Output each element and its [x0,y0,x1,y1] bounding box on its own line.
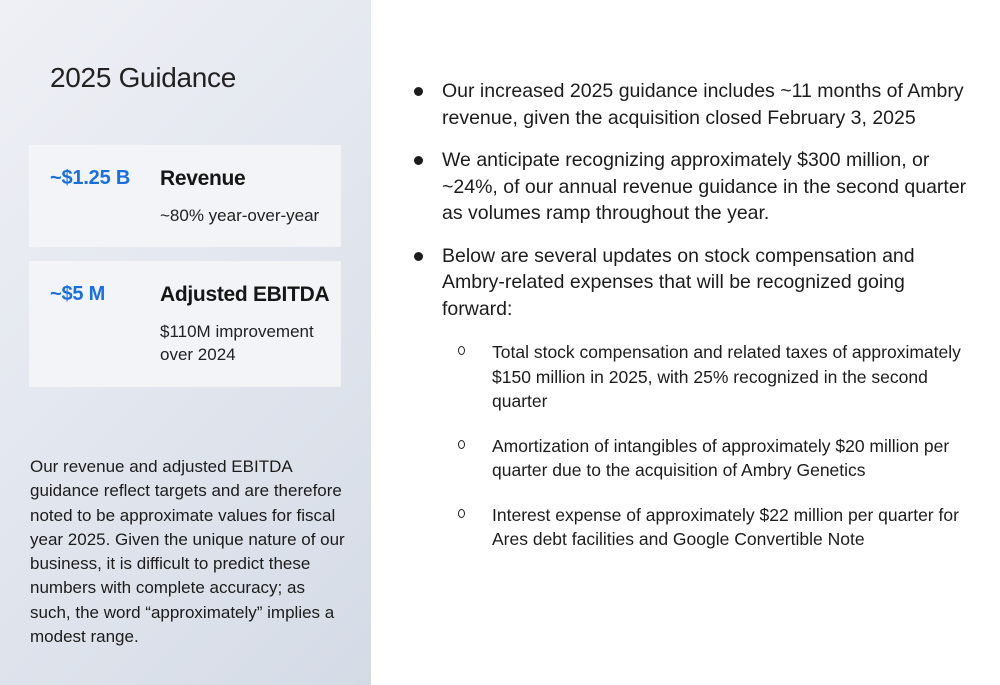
bullet-text: Our increased 2025 guidance includes ~11 months of Ambry revenue, given the acquisition closed February 3, 2025 [442,80,964,129]
ebitda-value: ~$5 M [50,283,106,305]
guidance-bullet-list [412,78,972,572]
revenue-label: Revenue [160,167,246,190]
revenue-description: ~80% year-over-year [160,206,320,225]
ebitda-description: $110M improvement over 2024 [160,322,314,364]
guidance-footnote: Our revenue and adjusted EBITDA guidance reflect targets and are therefore noted to be approximate values for fiscal year 2025. Given the unique nature of our business, it is difficult to predict these numbers with complete accuracy; as such, the word “approximately” implies a modest range. [30,457,345,647]
sub-bullet-text: Amortization of intangibles of approximately $20 million per quarter due to the acquisition of Ambry Genetics [492,435,950,480]
bullet-item [412,78,972,131]
bullet-item [412,147,972,227]
bullet-dot-icon [414,156,423,165]
sub-bullet-text: Interest expense of approximately $22 million per quarter for Ares debt facilities and Google Convertible Note [492,504,959,549]
bullet-text: Below are several updates on stock compensation and Ambry-related expenses that will be recognized going forward: [442,244,915,320]
sub-bullet-item [442,340,962,414]
bullet-text: We anticipate recognizing approximately $300 million, or ~24%, of our annual revenue guidance in the second quarter as volumes ramp throughout the year. [442,149,967,224]
circle-bullet-icon [458,509,465,518]
sub-bullet-list [442,340,972,552]
sub-bullet-text: Total stock compensation and related taxes of approximately $150 million in 2025, with 25% recognized in the second quarter [492,342,961,411]
bullet-dot-icon [414,87,423,96]
revenue-card [30,146,340,246]
circle-bullet-icon [458,346,465,355]
sub-bullet-item [442,434,962,483]
circle-bullet-icon [458,440,465,449]
page-title: 2025 Guidance [50,62,237,93]
guidance-panel [0,0,371,685]
bullet-item [412,243,972,552]
ebitda-card [30,262,340,386]
revenue-value: ~$1.25 B [50,167,131,189]
bullet-dot-icon [414,252,423,261]
sub-bullet-item [442,503,962,552]
ebitda-label: Adjusted EBITDA [160,283,330,306]
